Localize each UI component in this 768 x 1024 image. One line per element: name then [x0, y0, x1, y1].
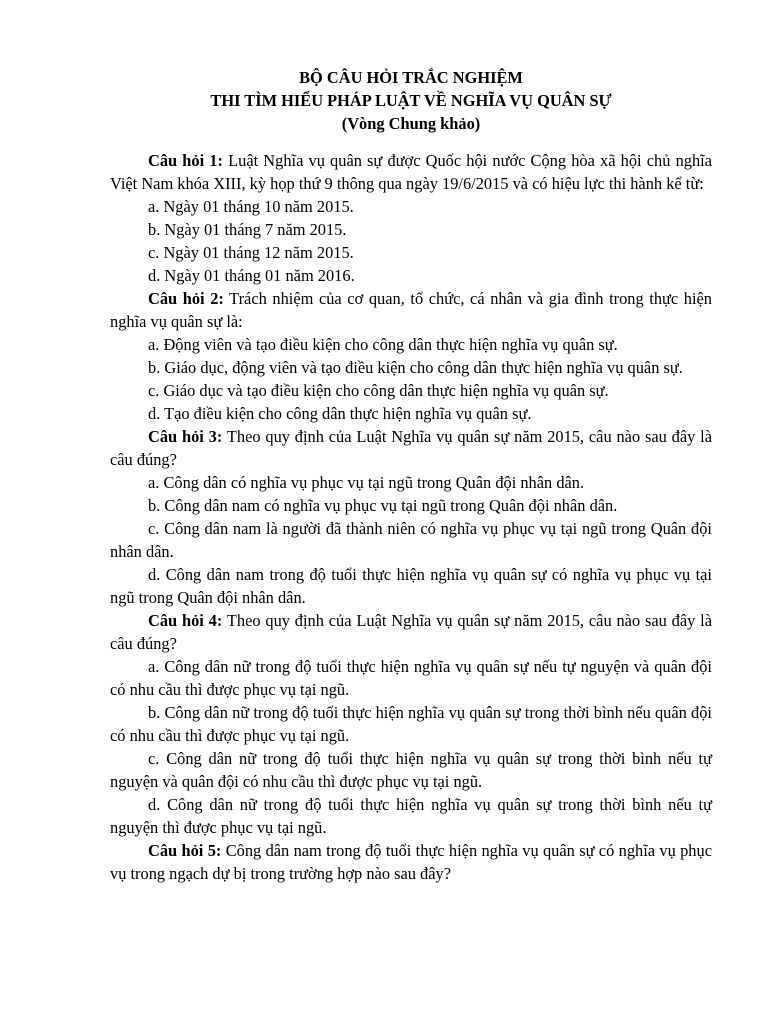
- question-2-option-b: b. Giáo dục, động viên và tạo điều kiện cho công dân thực hiện nghĩa vụ quân sự.: [148, 358, 683, 377]
- question-1-option-c: c. Ngày 01 tháng 12 năm 2015.: [148, 243, 354, 262]
- question-5-stem: [110, 839, 712, 885]
- question-3-label: Câu hỏi 3:: [148, 427, 223, 446]
- question-5: [110, 839, 712, 885]
- question-5-text: Công dân nam trong độ tuổi thực hiện nghĩa vụ quân sự có nghĩa vụ phục vụ trong ngạch dự bị trong trường hợp nào sau đây?: [110, 841, 712, 883]
- title-line-3: (Vòng Chung khảo): [341, 114, 481, 133]
- question-1-label: Câu hỏi 1:: [148, 151, 223, 170]
- title-line-1: BỘ CÂU HỎI TRẮC NGHIỆM: [299, 68, 523, 87]
- question-4-option-b: b. Công dân nữ trong độ tuổi thực hiện nghĩa vụ quân sự trong thời bình nếu quân đội có nhu cầu thì được phục vụ tại ngũ.: [110, 703, 712, 745]
- title-line-2: THI TÌM HIỂU PHÁP LUẬT VỀ NGHĨA VỤ QUÂN SỰ: [210, 91, 612, 110]
- document-title: [110, 66, 712, 135]
- question-4: [110, 609, 712, 839]
- question-1-text: Luật Nghĩa vụ quân sự được Quốc hội nước Cộng hòa xã hội chủ nghĩa Việt Nam khóa XIII, kỳ họp thứ 9 thông qua ngày 19/6/2015 và có hiệu lực thi hành kể từ:: [110, 151, 712, 193]
- question-3-text: Theo quy định của Luật Nghĩa vụ quân sự năm 2015, câu nào sau đây là câu đúng?: [110, 427, 712, 469]
- question-2-stem: [110, 287, 712, 333]
- question-1: [110, 149, 712, 287]
- question-3-stem: [110, 425, 712, 471]
- question-2-option-c: c. Giáo dục và tạo điều kiện cho công dân thực hiện nghĩa vụ quân sự.: [148, 381, 609, 400]
- question-3-option-c: c. Công dân nam là người đã thành niên có nghĩa vụ phục vụ tại ngũ trong Quân đội nhân dân.: [110, 519, 712, 561]
- question-2-label: Câu hỏi 2:: [148, 289, 224, 308]
- question-2-text: Trách nhiệm của cơ quan, tổ chức, cá nhân và gia đình trong thực hiện nghĩa vụ quân sự là:: [110, 289, 712, 331]
- question-4-label: Câu hỏi 4:: [148, 611, 223, 630]
- question-4-text: Theo quy định của Luật Nghĩa vụ quân sự năm 2015, câu nào sau đây là câu đúng?: [110, 611, 712, 653]
- question-3-option-d: d. Công dân nam trong độ tuổi thực hiện nghĩa vụ quân sự có nghĩa vụ phục vụ tại ngũ trong Quân đội nhân dân.: [110, 565, 712, 607]
- question-4-stem: [110, 609, 712, 655]
- question-4-option-c: c. Công dân nữ trong độ tuổi thực hiện nghĩa vụ quân sự trong thời bình nếu tự nguyện và quân đội có nhu cầu thì được phục vụ tại ngũ.: [110, 749, 712, 791]
- question-1-option-d: d. Ngày 01 tháng 01 năm 2016.: [148, 266, 355, 285]
- question-1-option-b: b. Ngày 01 tháng 7 năm 2015.: [148, 220, 347, 239]
- question-2-option-d: d. Tạo điều kiện cho công dân thực hiện nghĩa vụ quân sự.: [148, 404, 532, 423]
- question-3: [110, 425, 712, 609]
- question-2: [110, 287, 712, 425]
- question-1-option-a: a. Ngày 01 tháng 10 năm 2015.: [148, 197, 354, 216]
- question-3-option-a: a. Công dân có nghĩa vụ phục vụ tại ngũ trong Quân đội nhân dân.: [148, 473, 585, 492]
- question-5-label: Câu hỏi 5:: [148, 841, 222, 860]
- question-4-option-d: d. Công dân nữ trong độ tuổi thực hiện nghĩa vụ quân sự trong thời bình nếu tự nguyện thì được phục vụ tại ngũ.: [110, 795, 712, 837]
- question-3-option-b: b. Công dân nam có nghĩa vụ phục vụ tại ngũ trong Quân đội nhân dân.: [148, 496, 618, 515]
- question-1-stem: [110, 149, 712, 195]
- question-4-option-a: a. Công dân nữ trong độ tuổi thực hiện nghĩa vụ quân sự nếu tự nguyện và quân đội có nhu cầu thì được phục vụ tại ngũ.: [110, 657, 712, 699]
- question-2-option-a: a. Động viên và tạo điều kiện cho công dân thực hiện nghĩa vụ quân sự.: [148, 335, 618, 354]
